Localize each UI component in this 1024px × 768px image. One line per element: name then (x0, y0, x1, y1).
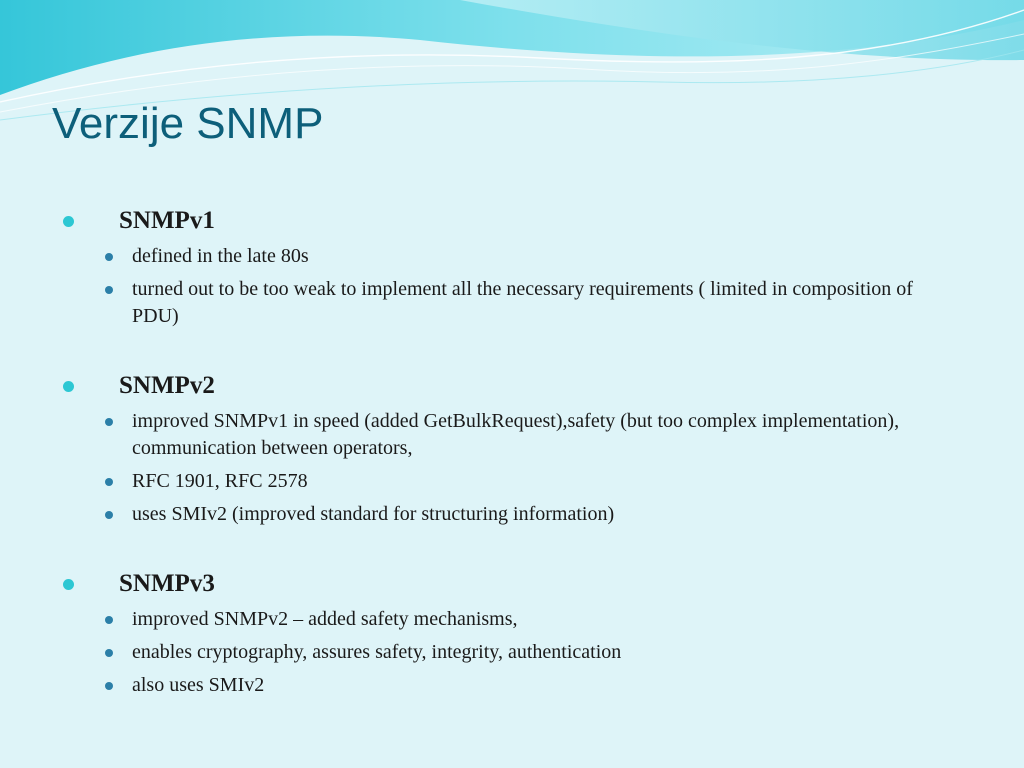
list-item-text: defined in the late 80s (132, 245, 309, 267)
list-item (0, 468, 1024, 495)
section-snmpv1 (0, 203, 1024, 330)
bullet-dot-icon (105, 616, 113, 624)
bullet-dot-icon (105, 478, 113, 486)
section-heading-text: SNMPv3 (119, 570, 215, 597)
bullet-dot-icon (105, 286, 113, 294)
list-item-text: uses SMIv2 (improved standard for structuring information) (132, 503, 615, 525)
section-snmpv2 (0, 368, 1024, 528)
list-item-text: enables cryptography, assures safety, integrity, authentication (132, 641, 622, 663)
slide-content (0, 203, 1024, 737)
list-item-text: also uses SMIv2 (132, 674, 265, 696)
section-heading-text: SNMPv2 (119, 372, 215, 399)
bullet-dot-icon (105, 253, 113, 261)
bullet-list (0, 243, 1024, 330)
bullet-dot-icon (63, 579, 74, 590)
list-item (0, 672, 1024, 699)
list-item-text: RFC 1901, RFC 2578 (132, 470, 308, 492)
list-item (0, 276, 1024, 330)
section-heading-snmpv2 (0, 368, 1024, 404)
list-item-text: improved SNMPv1 in speed (added GetBulkRequest),safety (but too complex implementation), communication between operators, (132, 410, 900, 459)
bullet-dot-icon (105, 649, 113, 657)
section-snmpv3 (0, 566, 1024, 699)
list-item (0, 243, 1024, 270)
list-item-text: turned out to be too weak to implement all the necessary requirements ( limited in composition of PDU) (132, 278, 913, 327)
section-heading-text: SNMPv1 (119, 207, 215, 234)
list-item (0, 606, 1024, 633)
bullet-dot-icon (105, 511, 113, 519)
bullet-list (0, 606, 1024, 699)
bullet-list (0, 408, 1024, 528)
list-item (0, 501, 1024, 528)
list-item (0, 408, 1024, 462)
bullet-dot-icon (105, 418, 113, 426)
section-heading-snmpv1 (0, 203, 1024, 239)
bullet-dot-icon (63, 381, 74, 392)
slide-title: Verzije SNMP (52, 99, 324, 148)
bullet-dot-icon (105, 682, 113, 690)
list-item (0, 639, 1024, 666)
section-heading-snmpv3 (0, 566, 1024, 602)
bullet-dot-icon (63, 216, 74, 227)
list-item-text: improved SNMPv2 – added safety mechanisms, (132, 608, 518, 630)
